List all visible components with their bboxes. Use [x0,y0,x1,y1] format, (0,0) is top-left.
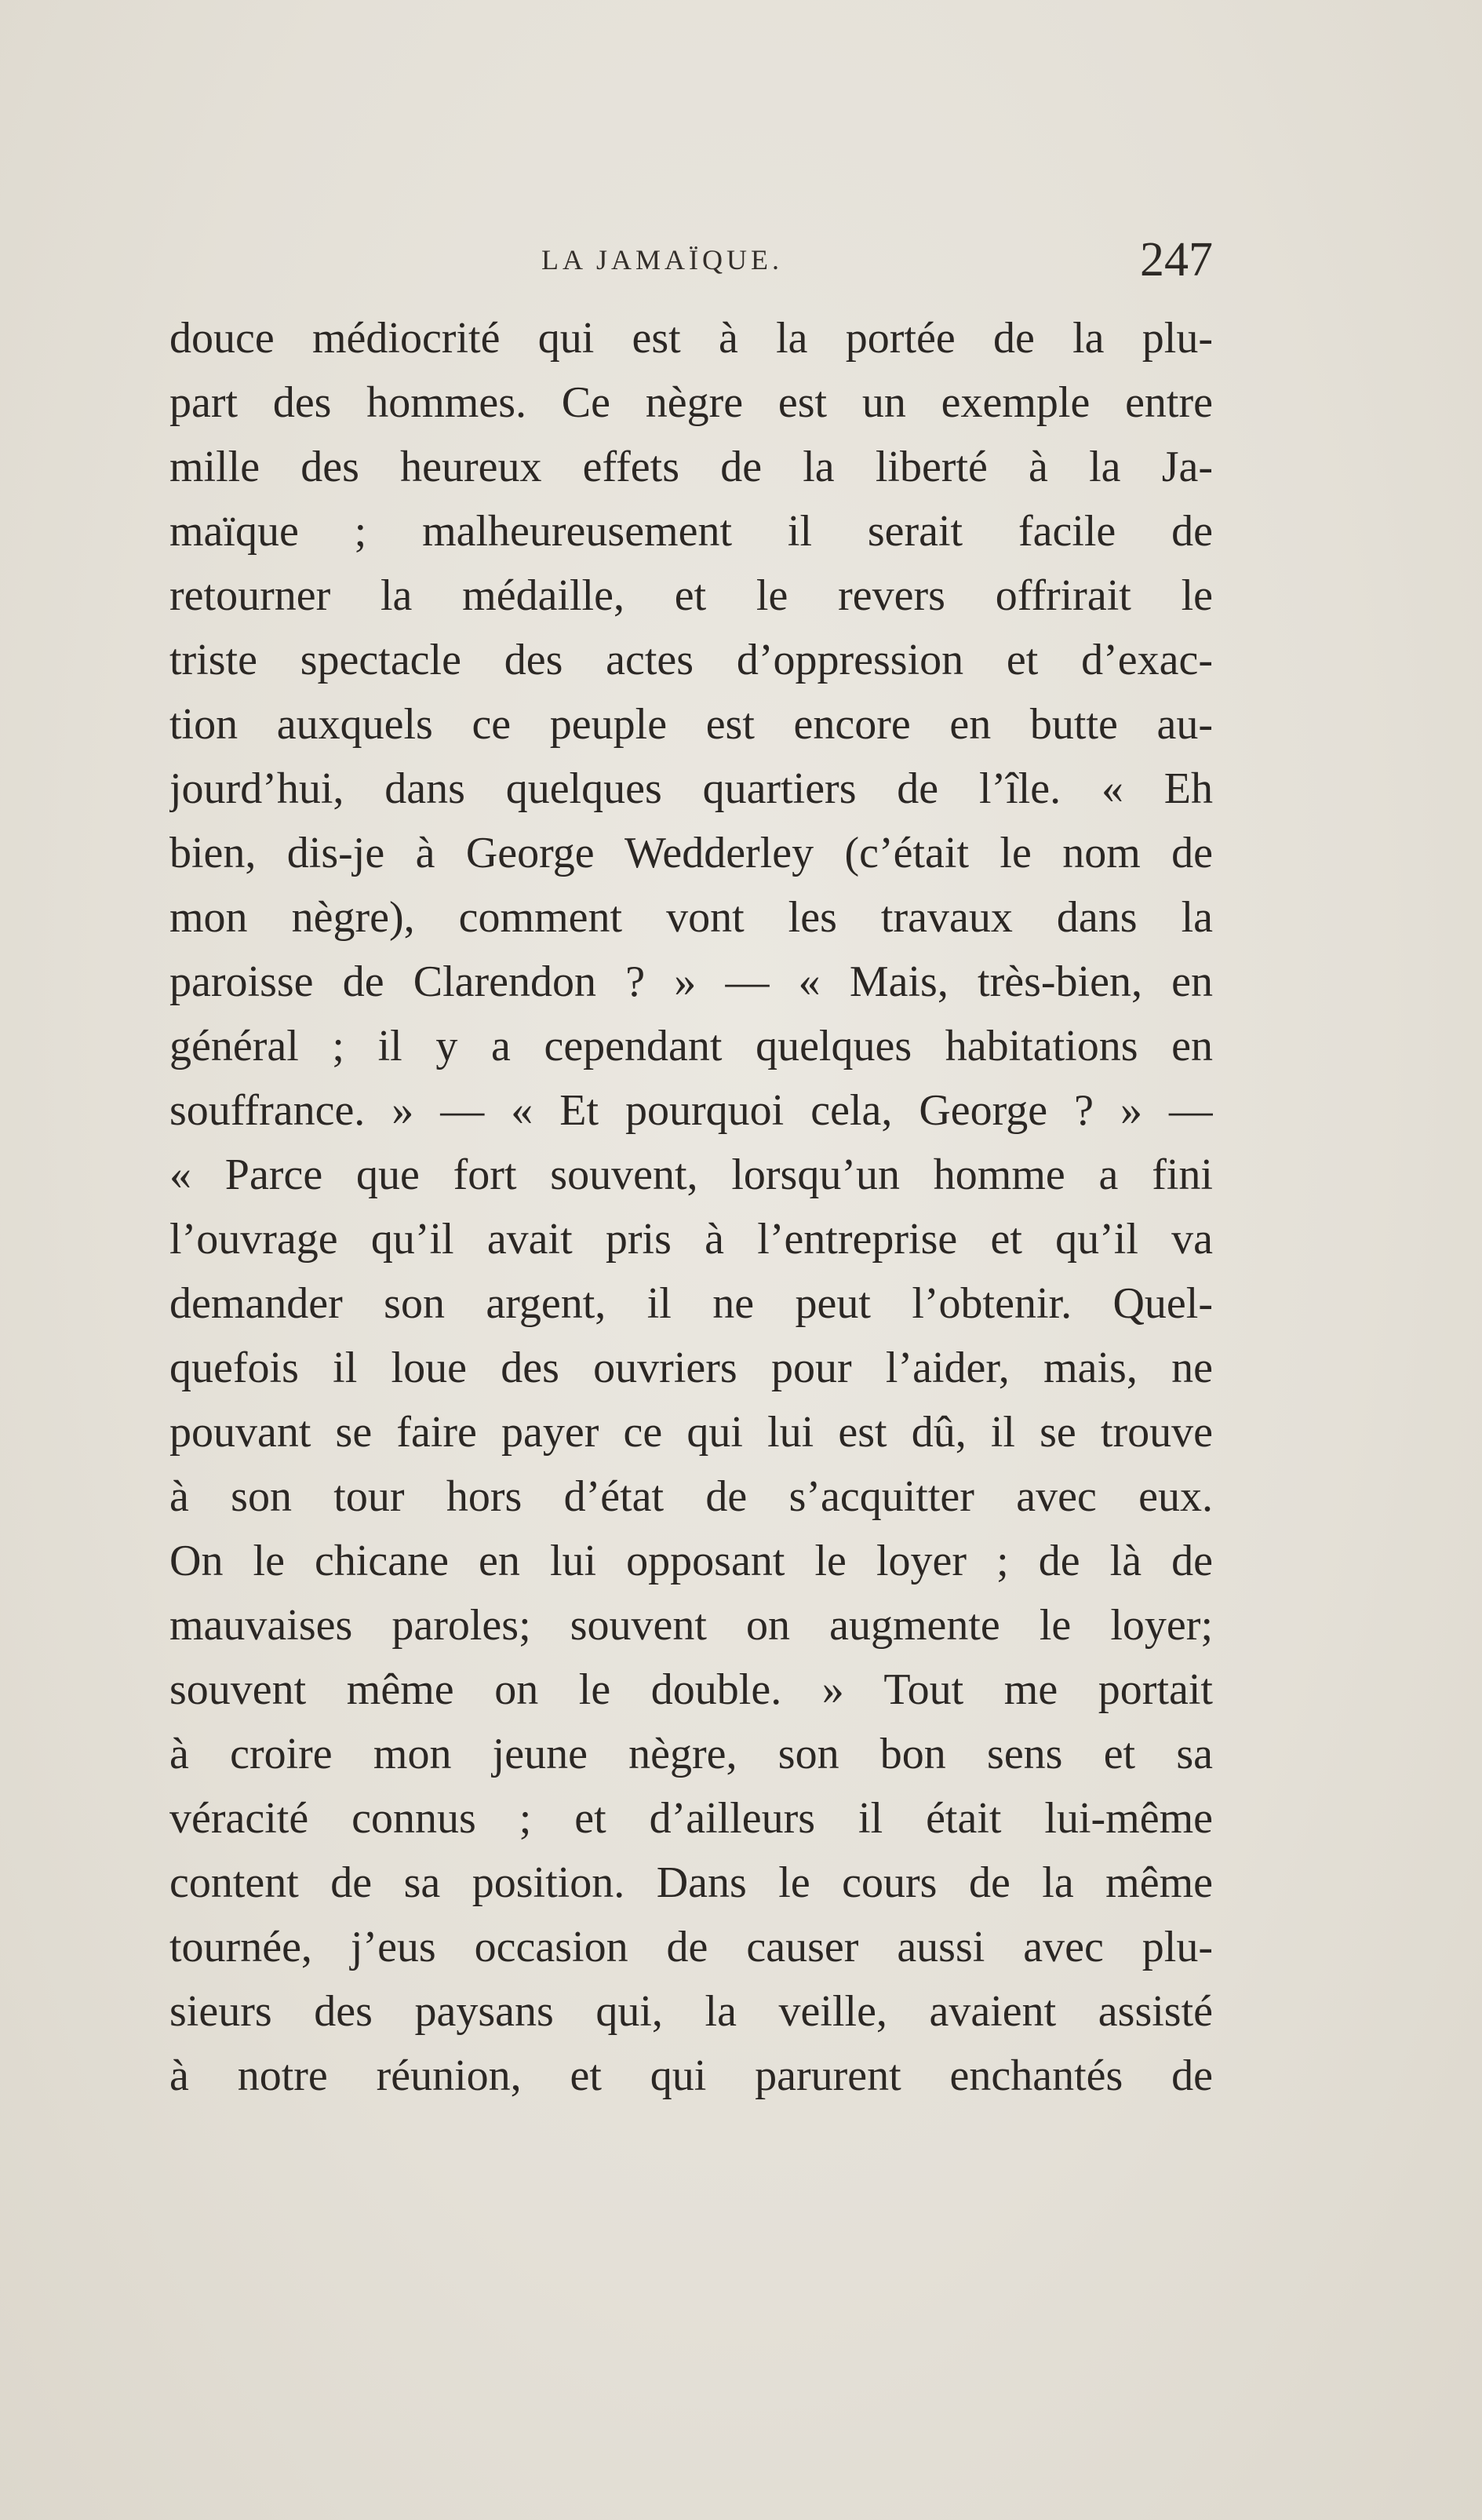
text-line: véracité connus ; et d’ailleurs il était lui-même [169,1794,1213,1843]
running-head [169,232,1213,295]
text-line: mon nègre), comment vont les travaux dans la [169,893,1213,942]
text-line: mauvaises paroles; souvent on augmente le loyer; [169,1601,1213,1650]
running-title: LA JAMAÏQUE. [541,244,783,275]
text-line: paroisse de Clarendon ? » — « Mais, très-bien, en [169,957,1213,1006]
text-line: mille des heureux effets de la liberté à la Ja- [169,443,1213,491]
text-line: quefois il loue des ouvriers pour l’aider, mais, ne [169,1344,1213,1392]
text-line: pouvant se faire payer ce qui lui est dû, il se trouve [169,1408,1213,1457]
text-line: à croire mon jeune nègre, son bon sens et sa [169,1730,1213,1778]
text-line: triste spectacle des actes d’oppression et d’exac- [169,636,1213,684]
text-line: tournée, j’eus occasion de causer aussi avec plu- [169,1923,1213,1971]
page-number: 247 [1140,233,1213,286]
text-line: demander son argent, il ne peut l’obtenir. Quel- [169,1279,1213,1328]
text-line: maïque ; malheureusement il serait facile de [169,507,1213,556]
text-line: jourd’hui, dans quelques quartiers de l’île. « Eh [169,764,1213,813]
text-line: retourner la médaille, et le revers offrirait le [169,571,1213,620]
text-line: l’ouvrage qu’il avait pris à l’entreprise et qu’il va [169,1215,1213,1264]
text-line: à son tour hors d’état de s’acquitter avec eux. [169,1472,1213,1521]
text-line: bien, dis-je à George Wedderley (c’était le nom de [169,829,1213,877]
text-line: part des hommes. Ce nègre est un exemple entre [169,378,1213,427]
text-line: douce médiocrité qui est à la portée de la plu- [169,314,1213,363]
text-line: On le chicane en lui opposant le loyer ; de là de [169,1537,1213,1585]
text-line: « Parce que fort souvent, lorsqu’un homme a fini [169,1151,1213,1199]
text-line: souvent même on le double. » Tout me portait [169,1665,1213,1714]
body-text [169,306,1213,2108]
text-line: général ; il y a cependant quelques habitations en [169,1022,1213,1070]
text-line: sieurs des paysans qui, la veille, avaient assisté [169,1987,1213,2036]
text-line: à notre réunion, et qui parurent enchantés de [169,2051,1213,2100]
text-line: tion auxquels ce peuple est encore en butte au- [169,700,1213,749]
text-line: souffrance. » — « Et pourquoi cela, George ? » — [169,1086,1213,1135]
text-line: content de sa position. Dans le cours de la même [169,1858,1213,1907]
